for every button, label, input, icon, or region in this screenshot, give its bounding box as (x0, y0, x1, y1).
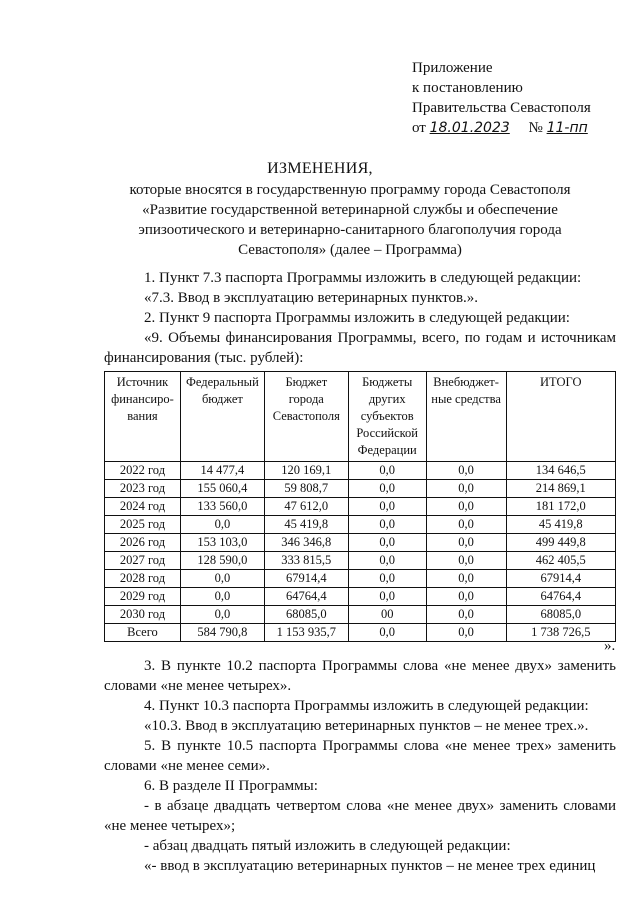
table-cell: 0,0 (426, 480, 506, 498)
subtitle-line-4: Севастополя» (далее – Программа) (238, 242, 462, 258)
table-cell: 45 419,8 (506, 516, 615, 534)
table-cell: 68085,0 (264, 606, 348, 624)
table-cell: 0,0 (426, 462, 506, 480)
table-cell: 584 790,8 (180, 624, 264, 642)
table-cell: 0,0 (426, 570, 506, 588)
table-cell: 0,0 (426, 498, 506, 516)
subtitle-line-3: эпизоотического и ветеринарно-санитарного благополучия города (138, 222, 562, 238)
table-cell: 00 (348, 606, 426, 624)
table-cell: 0,0 (426, 534, 506, 552)
table-cell: 0,0 (348, 516, 426, 534)
number-prefix: № (528, 120, 543, 136)
table-cell: 0,0 (180, 516, 264, 534)
document-subtitle (100, 180, 600, 260)
row-label: Всего (105, 624, 181, 642)
table-cell: 45 419,8 (264, 516, 348, 534)
table-cell: 0,0 (426, 588, 506, 606)
decree-date: 18.01.2023 (429, 120, 510, 136)
header-federal: Федеральный бюджет (180, 372, 264, 462)
item-1: 1. Пункт 7.3 паспорта Программы изложить в следующей редакции: (144, 270, 582, 286)
subtitle-line-2: «Развитие государственной ветеринарной службы и обеспечение (142, 202, 558, 218)
table-closing-quote: ». (604, 638, 616, 654)
table-cell: 47 612,0 (264, 498, 348, 516)
table-cell: 0,0 (348, 480, 426, 498)
table-cell: 0,0 (348, 624, 426, 642)
table-cell: 0,0 (180, 570, 264, 588)
table-cell: 0,0 (348, 534, 426, 552)
table-cell: 67914,4 (506, 570, 615, 588)
table-cell: 134 646,5 (506, 462, 615, 480)
table-row (105, 480, 616, 498)
appendix-label: Приложение (412, 60, 493, 76)
table-cell: 133 560,0 (180, 498, 264, 516)
header-extrabudget: Внебюджет-ные средства (426, 372, 506, 462)
item-6-b: - абзац двадцать пятый изложить в следующей редакции: (144, 838, 511, 854)
item-1-quote: «7.3. Ввод в эксплуатацию ветеринарных пунктов.». (144, 290, 479, 306)
row-label: 2030 год (105, 606, 181, 624)
appendix-date-line (412, 118, 591, 138)
table-cell: 64764,4 (264, 588, 348, 606)
appendix-header (412, 58, 591, 138)
header-total: ИТОГО (506, 372, 615, 462)
row-label: 2023 год (105, 480, 181, 498)
table-row (105, 462, 616, 480)
item-4-quote: «10.3. Ввод в эксплуатацию ветеринарных пунктов – не менее трех.». (144, 718, 589, 734)
table-cell: 214 869,1 (506, 480, 615, 498)
table-row (105, 588, 616, 606)
header-other-regions: Бюджеты других субъектов Российской Федерации (348, 372, 426, 462)
table-cell: 64764,4 (506, 588, 615, 606)
intro-section (104, 268, 616, 368)
row-label: 2022 год (105, 462, 181, 480)
header-city: Бюджет города Севастополя (264, 372, 348, 462)
table-cell: 0,0 (348, 498, 426, 516)
row-label: 2028 год (105, 570, 181, 588)
row-label: 2024 год (105, 498, 181, 516)
table-cell: 120 169,1 (264, 462, 348, 480)
table-row (105, 624, 616, 642)
changes-section (104, 656, 616, 876)
table-cell: 333 815,5 (264, 552, 348, 570)
table-row (105, 516, 616, 534)
header-source: Источник финансиро-вания (105, 372, 181, 462)
table-cell: 0,0 (348, 552, 426, 570)
item-6: 6. В разделе II Программы: (144, 778, 318, 794)
table-cell: 0,0 (426, 516, 506, 534)
table-header-row (105, 372, 616, 462)
table-cell: 0,0 (348, 462, 426, 480)
item-6-a: - в абзаце двадцать четвертом слова «не менее двух» заменить словами «не менее четырех»; (104, 798, 616, 834)
table-cell: 67914,4 (264, 570, 348, 588)
item-4: 4. Пункт 10.3 паспорта Программы изложить в следующей редакции: (144, 698, 589, 714)
table-cell: 0,0 (426, 552, 506, 570)
table-cell: 0,0 (426, 624, 506, 642)
table-cell: 14 477,4 (180, 462, 264, 480)
table-cell: 346 346,8 (264, 534, 348, 552)
document-title: ИЗМЕНЕНИЯ, (267, 160, 373, 177)
appendix-ref: к постановлению (412, 80, 523, 96)
item-6-c: «- ввод в эксплуатацию ветеринарных пунктов – не менее трех единиц (144, 858, 596, 874)
appendix-issuer: Правительства Севастополя (412, 100, 591, 116)
table-cell: 462 405,5 (506, 552, 615, 570)
table-row (105, 570, 616, 588)
table-cell: 59 808,7 (264, 480, 348, 498)
decree-number: 11-пп (546, 120, 588, 136)
subtitle-line-1: которые вносятся в государственную программу города Севастополя (129, 182, 571, 198)
table-cell: 0,0 (180, 588, 264, 606)
row-label: 2025 год (105, 516, 181, 534)
table-row (105, 534, 616, 552)
table-cell: 0,0 (348, 588, 426, 606)
date-prefix: от (412, 120, 426, 136)
table-cell: 128 590,0 (180, 552, 264, 570)
table-row (105, 498, 616, 516)
row-label: 2027 год (105, 552, 181, 570)
item-3: 3. В пункте 10.2 паспорта Программы слова «не менее двух» заменить словами «не менее четырех». (104, 658, 616, 694)
item-5: 5. В пункте 10.5 паспорта Программы слова «не менее трех» заменить словами «не менее семи». (104, 738, 616, 774)
item-2-quote: «9. Объемы финансирования Программы, всего, по годам и источникам финансирования (тыс. рублей): (104, 330, 616, 366)
table-cell: 1 738 726,5 (506, 624, 615, 642)
table-row (105, 552, 616, 570)
table-row (105, 606, 616, 624)
table-cell: 1 153 935,7 (264, 624, 348, 642)
table-cell: 499 449,8 (506, 534, 615, 552)
table-cell: 155 060,4 (180, 480, 264, 498)
item-2: 2. Пункт 9 паспорта Программы изложить в следующей редакции: (144, 310, 570, 326)
financing-table (104, 371, 616, 642)
table-cell: 0,0 (348, 570, 426, 588)
table-cell: 68085,0 (506, 606, 615, 624)
table-cell: 153 103,0 (180, 534, 264, 552)
row-label: 2026 год (105, 534, 181, 552)
row-label: 2029 год (105, 588, 181, 606)
table-cell: 181 172,0 (506, 498, 615, 516)
table-cell: 0,0 (426, 606, 506, 624)
table-cell: 0,0 (180, 606, 264, 624)
